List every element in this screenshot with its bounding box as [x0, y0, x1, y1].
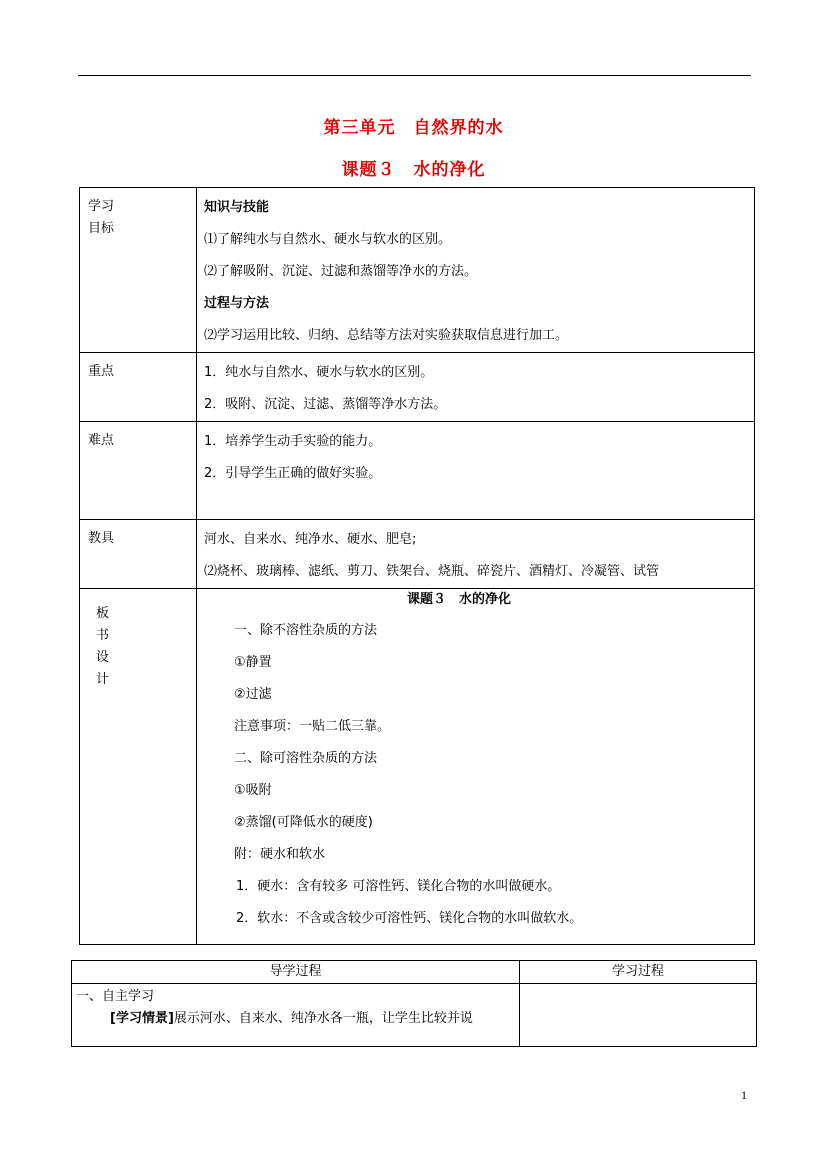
objectives-label: 学习 目标 — [80, 188, 197, 353]
key-points-label: 重点 — [80, 353, 197, 422]
board-content — [197, 589, 755, 945]
board-line: 注意事项：一贴二低三靠。 — [234, 719, 391, 734]
board-line: 附：硬水和软水 — [234, 847, 326, 862]
guide-col-header: 导学过程 — [72, 961, 520, 984]
key-point-item: 2．吸附、沉淀、过滤、蒸馏等净水方法。 — [204, 397, 447, 412]
study-body — [520, 984, 757, 1047]
difficulty-item: 1．培养学生动手实验的能力。 — [204, 434, 382, 449]
difficulties-content — [197, 422, 755, 520]
board-heading: 课题３ 水的净化 — [406, 592, 511, 607]
guide-header-row — [72, 961, 757, 984]
board-line: ②蒸馏(可降低水的硬度) — [234, 815, 373, 830]
process-heading: 过程与方法 — [204, 296, 270, 311]
board-line: 二、除可溶性杂质的方法 — [234, 751, 378, 766]
lesson-title: 课题３ 水的净化 — [341, 160, 486, 180]
objective-item: ⑵了解吸附、沉淀、过滤和蒸馏等净水的方法。 — [204, 264, 478, 279]
materials-label: 教具 — [80, 520, 197, 589]
materials-row — [80, 520, 755, 589]
board-line: ②过滤 — [234, 687, 272, 702]
key-points-content — [197, 353, 755, 422]
difficulty-item: 2．引导学生正确的做好实验。 — [204, 466, 382, 481]
board-line: ①吸附 — [234, 783, 272, 798]
material-item: ⑵烧杯、玻璃棒、滤纸、剪刀、铁架台、烧瓶、碎瓷片、酒精灯、冷凝管、试管 — [204, 564, 660, 579]
page-number: 1 — [741, 1088, 747, 1102]
lesson-plan-table — [79, 187, 755, 945]
guide-scenario — [76, 1008, 519, 1030]
guide-section: 一、自主学习 — [76, 989, 155, 1004]
board-line: ①静置 — [234, 655, 272, 670]
materials-content — [197, 520, 755, 589]
knowledge-heading: 知识与技能 — [204, 200, 270, 215]
board-line: 1．硬水：含有较多 可溶性钙、镁化合物的水叫做硬水。 — [236, 879, 561, 894]
board-label: 板 书 设 计 — [80, 589, 197, 945]
difficulties-label: 难点 — [80, 422, 197, 520]
guide-body — [72, 984, 520, 1047]
scenario-text: 展示河水、自来水、纯净水各一瓶，让学生比较并说 — [173, 1011, 473, 1026]
header-rule — [78, 75, 751, 76]
guide-body-row — [72, 984, 757, 1047]
key-points-row — [80, 353, 755, 422]
unit-title: 第三单元 自然界的水 — [323, 118, 504, 138]
material-item: 河水、自来水、纯净水、硬水、肥皂; — [204, 532, 417, 547]
scenario-tag: [学习情景] — [110, 1011, 174, 1026]
key-point-item: 1．纯水与自然水、硬水与软水的区别。 — [204, 365, 434, 380]
board-line: 一、除不溶性杂质的方法 — [234, 623, 378, 638]
board-line: 2．软水：不含或含较少可溶性钙、镁化合物的水叫做软水。 — [236, 911, 583, 926]
board-row — [80, 589, 755, 945]
guide-table — [71, 960, 757, 1047]
objectives-row — [80, 188, 755, 353]
objectives-content — [197, 188, 755, 353]
objective-item: ⑴了解纯水与自然水、硬水与软水的区别。 — [204, 232, 452, 247]
study-col-header: 学习过程 — [520, 961, 757, 984]
difficulties-row — [80, 422, 755, 520]
objective-item: ⑵学习运用比较、归纳、总结等方法对实验获取信息进行加工。 — [204, 328, 569, 343]
